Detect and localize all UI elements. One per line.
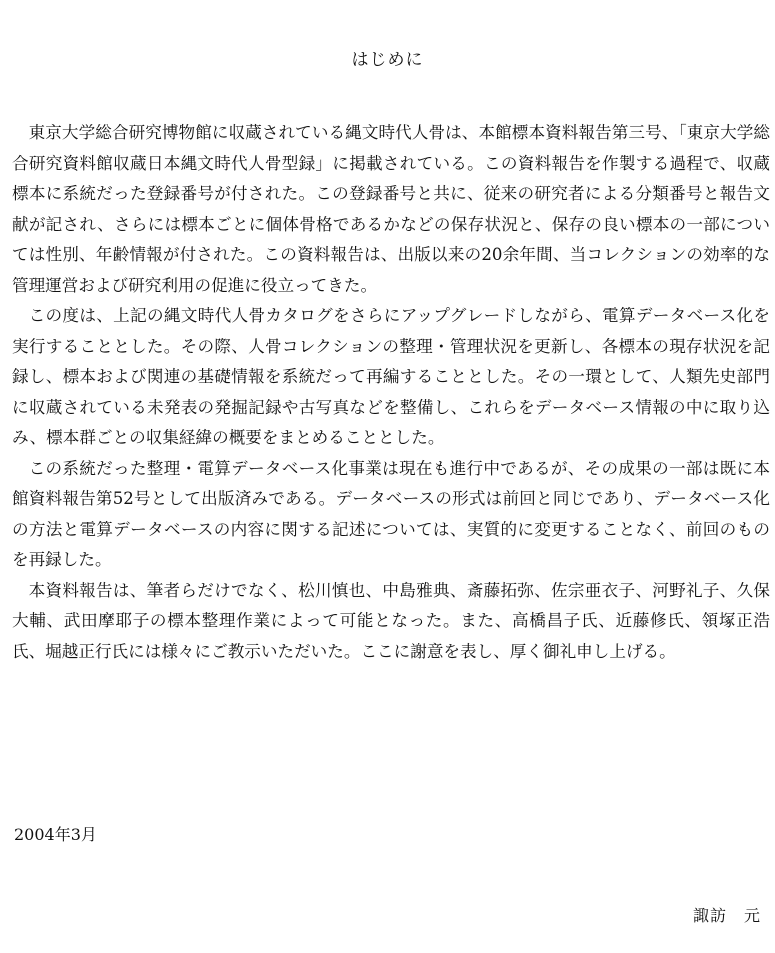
paragraph-1: 東京大学総合研究博物館に収蔵されている縄文時代人骨は、本館標本資料報告第三号、「東京大学総合研究資料館収蔵日本縄文時代人骨型録」に掲載されている。この資料報告を作製する過程で、収蔵標本に系統だった登録番号が付された。この登録番号と共に、従来の研究者による分類番号と報告文献が記され、さらには標本ごとに個体骨格であるかなどの保存状況と、保存の良い標本の一部については性別、年齢情報が付された。この資料報告は、出版以来の20余年間、当コレクションの効率的な管理運営および研究利用の促進に役立ってきた。 [12, 123, 770, 295]
paragraph-2: この度は、上記の縄文時代人骨カタログをさらにアップグレードしながら、電算データベース化を実行することとした。その際、人骨コレクションの整理・管理状況を更新し、各標本の現存状況を記録し、標本および関連の基礎情報を系統だって再編することとした。その一環として、人類先史部門に収蔵されている未発表の発掘記録や古写真などを整備し、これらをデータベース情報の中に取り込み、標本群ごとの収集経緯の概要をまとめることとした。 [12, 306, 770, 447]
paragraph-3: この系統だった整理・電算データベース化事業は現在も進行中であるが、その成果の一部は既に本館資料報告第52号として出版済みである。データベースの形式は前回と同じであり、データベース化の方法と電算データベースの内容に関する記述については、実質的に変更することなく、前回のものを再録した。 [12, 458, 770, 569]
author-name: 諏訪 元 [692, 906, 761, 925]
paragraph-4: 本資料報告は、筆者らだけでなく、松川慎也、中島雅典、斎藤拓弥、佐宗亜衣子、河野礼子、久保大輔、武田摩耶子の標本整理作業によって可能となった。また、高橋昌子氏、近藤修氏、領塚正浩氏、堀越正行氏には様々にご教示いただいた。ここに謝意を表し、厚く御礼申し上げる。 [12, 580, 770, 661]
page-title: はじめに [351, 50, 424, 70]
body-text [12, 118, 770, 667]
date-line: 2004年3月 [14, 825, 97, 844]
